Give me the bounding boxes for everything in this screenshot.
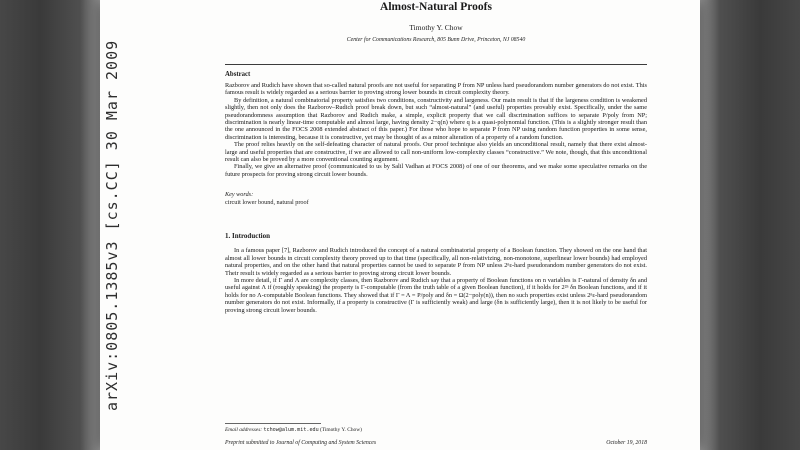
abstract-paragraph-3: The proof relies heavily on the self-defeating character of natural proofs. Our proof technique also yields an unconditional result, namely that there exist almost-large and useful properties that are constructive, if we are allowed to call non-uniform low-complexity classes “constructive.” We note, though, that this unconditional result can also be proved by a more conventional counting argument.: [225, 141, 647, 164]
email-suffix: (Timothy Y. Chow): [320, 427, 362, 433]
paper-content: [225, 0, 647, 450]
paper-title: Almost-Natural Proofs: [380, 1, 492, 13]
footnote-rule: [225, 423, 321, 424]
email-link[interactable]: tchow@alum.mit.edu: [263, 427, 319, 433]
keywords-label: Key words:: [225, 191, 254, 199]
abstract-paragraph-1: Razborov and Rudich have shown that so-called natural proofs are not useful for separating P from NP unless hard pseudorandom number generators do not exist. This famous result is widely regarded as a serious barrier to proving strong lower bounds in circuit complexity theory.: [225, 82, 647, 97]
submission-line: [225, 440, 647, 446]
abstract-heading: Abstract: [225, 71, 251, 78]
keywords-text: circuit lower bound, natural proof: [225, 199, 309, 207]
keywords-block: [225, 191, 647, 206]
paper-page: [100, 0, 700, 450]
abstract-paragraph-4: Finally, we give an alternative proof (communicated to us by Salil Vadhan at FOCS 2008) of one of our theorems, and we make some speculative remarks on the future prospects for proving strong circuit lower bounds.: [225, 163, 647, 178]
email-label: Email addresses:: [225, 427, 263, 433]
introduction-paragraph-2: In more detail, if Γ and Λ are complexity classes, then Razborov and Rudich say that a property of Boolean functions on n variables is Γ-natural of density δn and useful against Λ if (roughly speaking) the property is Γ-computable (from the truth table of a given Boolean function), if it holds for 2²ⁿ δn Boolean functions, and if it holds for no Λ-computable Boolean functions. They showed that if Γ = Λ = P/poly and δn = Ω(2−poly(n)), then no such properties exist unless 2ⁿε-hard pseudorandom number generators do not exist. Informally, if a property is constructive (Γ is sufficiently weak) and large (δn is sufficiently large), then it is not likely to be useful for proving strong circuit lower bounds.: [225, 276, 647, 314]
abstract-paragraph-2: By definition, a natural combinatorial property satisfies two conditions, constructivity and largeness. Our main result is that if the largeness condition is weakened slightly, then not only does the Razborov–Rudich proof break down, but such “almost-natural” (and useful) properties provably exist. Specifically, under the same pseudorandomness assumption that Razborov and Rudich make, a simple, explicit property that we call discrimination suffices to separate P/poly from NP; discrimination is nearly linear-time computable and almost large, having density 2−q(n) where q is a quasi-polynomial function. (This is a slightly stronger result than the one announced in the FOCS 2008 extended abstract of this paper.) For those who hope to separate P from NP using random function properties in some sense, discrimination is interesting, because it is constructive, yet may be thought of as a minor alteration of a property of a random function.: [225, 96, 647, 141]
arxiv-watermark: arXiv:0805.1385v3 [cs.CC] 30 Mar 2009: [103, 39, 121, 411]
paper-affiliation: Center for Communications Research, 805 Bunn Drive, Princeton, NJ 08540: [346, 37, 526, 43]
email-line: [225, 427, 647, 433]
paper-footer: [225, 423, 647, 446]
submission-date: October 19, 2018: [606, 440, 647, 446]
abstract-top-rule: [225, 64, 647, 65]
submitted-to-text: Preprint submitted to Journal of Computing and System Sciences: [225, 440, 377, 446]
introduction-paragraph-1: In a famous paper [7], Razborov and Rudich introduced the concept of a natural combinatorial property of a Boolean function. They showed on the one hand that almost all lower bounds in circuit complexity theory proved up to that time (specifically, all non-relativizing, non-monotone, superlinear lower bounds) had employed natural properties, and on the other hand that natural properties cannot be used to separate P from NP unless 2ⁿε-hard pseudorandom number generators do not exist. Their result is widely regarded as a serious barrier to proving strong circuit lower bounds.: [225, 247, 647, 277]
paper-author: Timothy Y. Chow: [409, 23, 463, 32]
section-heading-introduction: 1. Introduction: [225, 232, 270, 241]
